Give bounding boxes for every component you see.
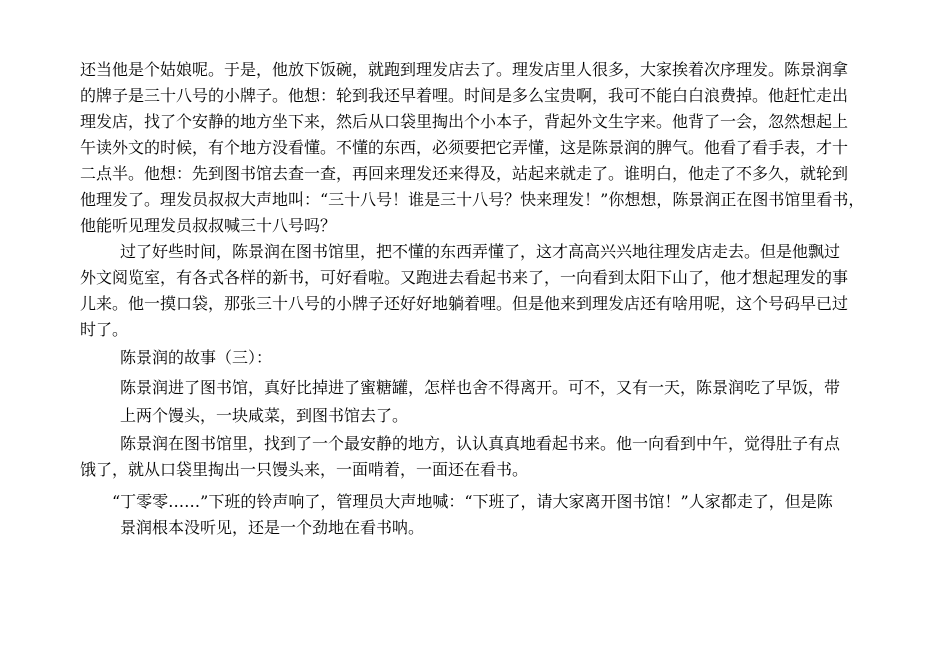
text-line: 时了。 (80, 320, 129, 339)
text-line: 饿了，就从口袋里掏出一只馒头来，一面啃着，一面还在看书。 (80, 460, 529, 479)
text-line: 过了好些时间，陈景润在图书馆里，把不懂的东西弄懂了，这才高高兴兴地往理发店走去。但是他飘过 (120, 242, 841, 261)
text-line: 儿来。他一摸口袋，那张三十八号的小牌子还好好地躺着哩。但是他来到理发店还有啥用呢，这个号码早已过 (80, 294, 849, 313)
text-line: 他能听见理发员叔叔喊三十八号吗？ (80, 216, 337, 235)
text-line: 他理发了。理发员叔叔大声地叫：“三十八号！谁是三十八号？快来理发！”你想想，陈景润正在图书馆里看书， (80, 190, 865, 209)
section-heading: 陈景润的故事（三）： (120, 348, 273, 367)
text-line: 陈景润在图书馆里，找到了一个最安静的地方，认认真真地看起书来。他一向看到中午，觉得肚子有点 (120, 434, 841, 453)
text-line: “丁零零……”下班的铃声响了，管理员大声地喊：“下班了，请大家离开图书馆！”人家都走了，但是陈 (112, 492, 833, 511)
text-line: 还当他是个姑娘呢。于是，他放下饭碗，就跑到理发店去了。理发店里人很多，大家挨着次序理发。陈景润拿 (80, 60, 849, 79)
text-line: 景润根本没听见，还是一个劲地在看书呐。 (120, 518, 425, 537)
text-line: 理发店，找了个安静的地方坐下来，然后从口袋里掏出个小本子，背起外文生字来。他背了一会，忽然想起上 (80, 112, 849, 131)
text-line: 上两个馒头，一块咸菜，到图书馆去了。 (120, 406, 409, 425)
text-line: 外文阅览室，有各式各样的新书，可好看啦。又跑进去看起书来了，一向看到太阳下山了，他才想起理发的事 (80, 268, 849, 287)
text-line: 二点半。他想：先到图书馆去查一查，再回来理发还来得及，站起来就走了。谁明白，他走了不多久，就轮到 (80, 164, 849, 183)
text-line: 午读外文的时候，有个地方没看懂。不懂的东西，必须要把它弄懂，这是陈景润的脾气。他看了看手表，才十 (80, 138, 849, 157)
text-line: 的牌子是三十八号的小牌子。他想：轮到我还早着哩。时间是多么宝贵啊，我可不能白白浪费掉。他赶忙走出 (80, 86, 849, 105)
text-line: 陈景润进了图书馆，真好比掉进了蜜糖罐，怎样也舍不得离开。可不，又有一天，陈景润吃了早饭，带 (120, 378, 841, 397)
